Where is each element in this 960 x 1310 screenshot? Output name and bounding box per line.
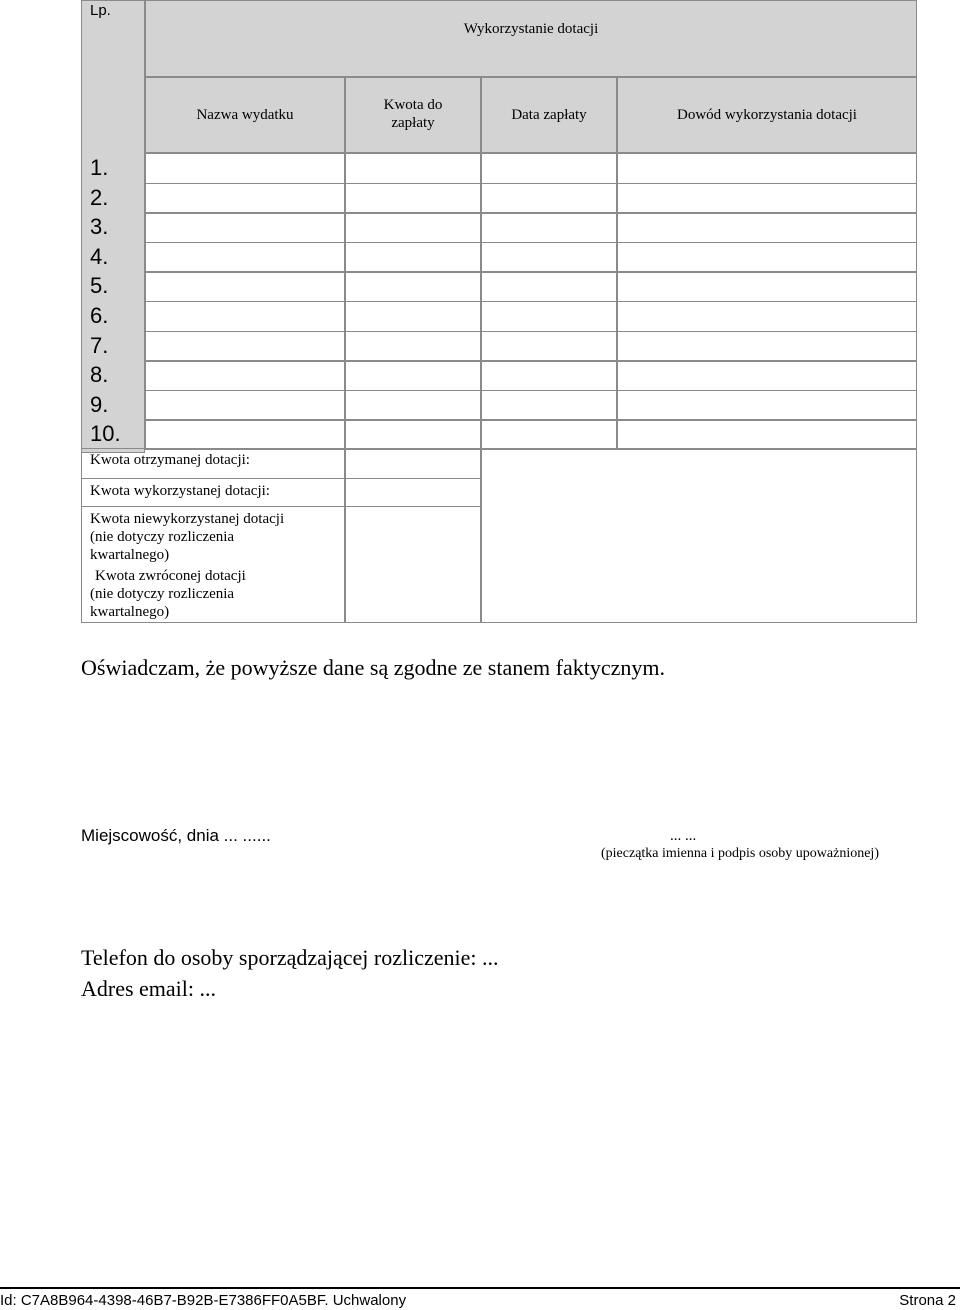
group-title-cell: [145, 0, 917, 77]
cell-date: [481, 360, 617, 391]
cell-amount: [345, 301, 481, 332]
cell-date: [481, 271, 617, 302]
cell-proof: [617, 301, 917, 332]
cell-name: [145, 242, 345, 273]
group-title: Wykorzystanie dotacji: [463, 21, 599, 37]
row-number: 5.: [90, 273, 109, 298]
cell-date: [481, 301, 617, 332]
place-date-line: Miejscowość, dnia ... ......: [81, 826, 271, 845]
cell-amount: [345, 390, 481, 421]
cell-name: [145, 271, 345, 302]
footer-page-number: Strona 2: [899, 1292, 956, 1309]
row-number: 2.: [90, 185, 109, 210]
summary-unused-label-line2: (nie dotyczy rozliczenia: [90, 529, 235, 545]
cell-date: [481, 331, 617, 362]
cell-date: [481, 183, 617, 214]
col-header-date-label: Data zapłaty: [511, 107, 587, 123]
cell-amount: [345, 360, 481, 391]
row-number: 6.: [90, 303, 109, 328]
cell-proof: [617, 419, 917, 450]
row-number: 4.: [90, 244, 109, 269]
cell-name: [145, 419, 345, 450]
cell-proof: [617, 242, 917, 273]
summary-empty-area: [481, 448, 917, 623]
cell-name: [145, 360, 345, 391]
summary-used-label: Kwota wykorzystanej dotacji:: [90, 483, 270, 499]
cell-amount: [345, 331, 481, 362]
cell-proof: [617, 212, 917, 243]
cell-amount: [345, 271, 481, 302]
cell-date: [481, 212, 617, 243]
row-number: 3.: [90, 214, 109, 239]
cell-proof: [617, 331, 917, 362]
col-header-proof-label: Dowód wykorzystania dotacji: [677, 107, 857, 123]
row-number: 10.: [90, 421, 121, 446]
cell-amount: [345, 153, 481, 184]
cell-name: [145, 212, 345, 243]
cell-name: [145, 390, 345, 421]
summary-returned-label-line2: (nie dotyczy rozliczenia: [90, 586, 235, 602]
summary-unused-label-line3: kwartalnego): [90, 547, 170, 563]
summary-returned-label-line1: Kwota zwróconej dotacji: [95, 568, 246, 584]
cell-proof: [617, 183, 917, 214]
row-number: 1.: [90, 155, 109, 180]
cell-proof: [617, 390, 917, 421]
cell-date: [481, 242, 617, 273]
cell-date: [481, 153, 617, 184]
cell-amount: [345, 212, 481, 243]
cell-amount: [345, 183, 481, 214]
email-line: Adres email: ...: [81, 976, 217, 1001]
summary-unused-label-line1: Kwota niewykorzystanej dotacji: [90, 511, 285, 527]
cell-amount: [345, 419, 481, 450]
cell-name: [145, 183, 345, 214]
cell-date: [481, 390, 617, 421]
statement-text: Oświadczam, że powyższe dane są zgodne ze stanem faktycznym.: [81, 655, 665, 680]
cell-name: [145, 153, 345, 184]
cell-proof: [617, 271, 917, 302]
row-number: 8.: [90, 362, 109, 387]
cell-name: [145, 331, 345, 362]
summary-received-label: Kwota otrzymanej dotacji:: [90, 452, 250, 468]
cell-amount: [345, 242, 481, 273]
signature-caption: (pieczątka imienna i podpis osoby upoważnionej): [601, 846, 879, 861]
phone-line: Telefon do osoby sporządzającej rozliczenie: ...: [81, 945, 499, 970]
col-header-amount-label: Kwota do zapłaty: [383, 97, 443, 131]
lp-header-label: Lp.: [90, 2, 111, 19]
cell-proof: [617, 153, 917, 184]
summary-returned-label-line3: kwartalnego): [90, 604, 170, 620]
summary-divider: [81, 478, 481, 479]
footer-document-id: Id: C7A8B964-4398-46B7-B92B-E7386FF0A5BF. Uchwalony: [0, 1292, 407, 1309]
cell-date: [481, 419, 617, 450]
col-header-name-label: Nazwa wydatku: [196, 107, 294, 123]
row-number: 7.: [90, 333, 109, 358]
row-number: 9.: [90, 392, 109, 417]
summary-amount-column: [345, 448, 481, 623]
signature-dots: ... ...: [670, 828, 697, 844]
cell-proof: [617, 360, 917, 391]
summary-divider: [81, 506, 481, 507]
cell-name: [145, 301, 345, 332]
